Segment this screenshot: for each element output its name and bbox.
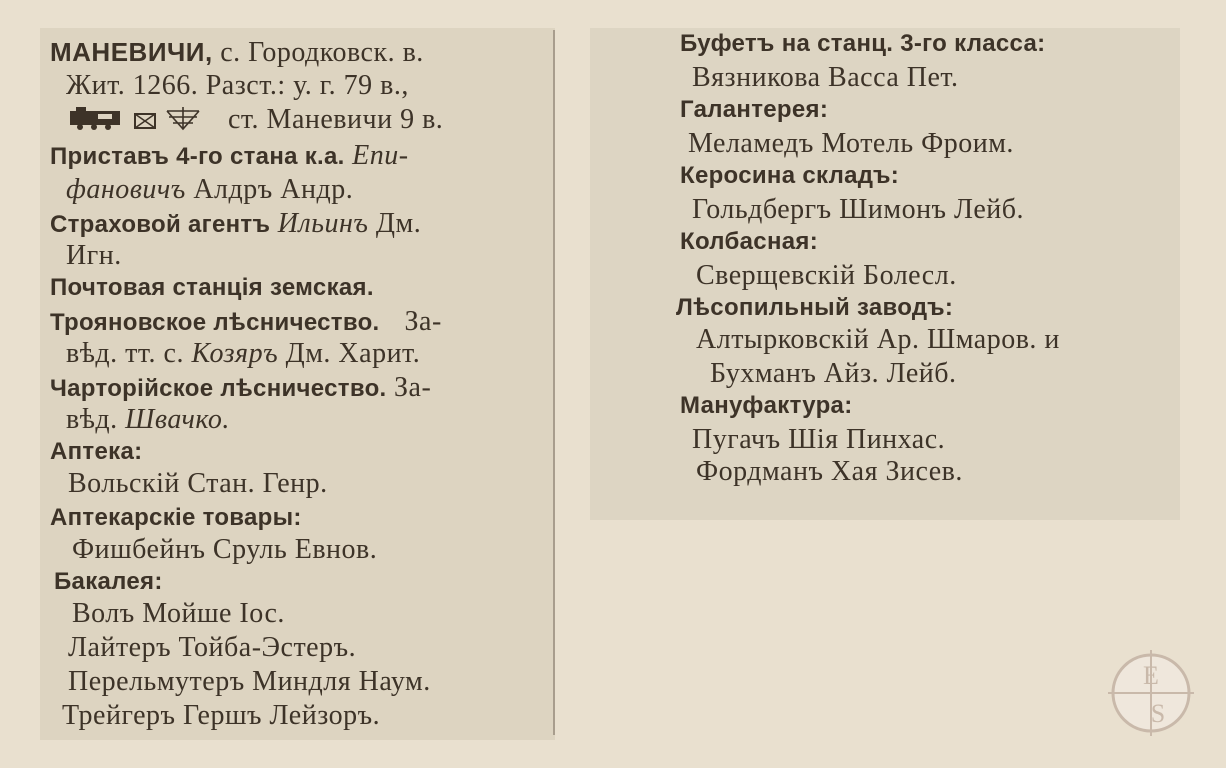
agent-line [50,208,421,240]
list-item: Алтырковскій Ар. Шмаров. и [696,324,1060,355]
chart-name: Швачко. [125,404,230,435]
chart-line [50,372,431,404]
troyan-name-rest: Дм. Харит. [285,338,421,369]
column-divider [553,30,555,735]
troyan-line-2 [66,338,420,370]
troyan-label: Трояновское лѣсничество. [50,309,380,336]
list-item: Сверщевскій Болесл. [696,260,957,291]
entry-title: МАНЕВИЧИ, [50,37,213,67]
chart-line-2 [66,404,230,436]
section-label: Лѣсопильный заводъ: [676,294,954,321]
telegraph-icon [163,105,203,139]
chart-tail: За- [394,372,432,403]
chart-label: Чарторійское лѣсничество. [50,375,387,402]
section-label: Галантерея: [680,96,829,123]
list-item: Перельмутеръ Миндля Наум. [68,666,431,697]
list-item: Фордманъ Хая Зисев. [696,456,963,487]
troyan-name: Козяръ [191,338,279,369]
section-label: Мануфактура: [680,392,853,419]
list-item: Бухманъ Айз. Лейб. [710,358,957,389]
list-item: Вольскій Стан. Генр. [68,468,328,499]
entry-title-rest: с. Городковск. в. [220,37,424,68]
troyan-line [50,306,442,338]
pristav-line-2 [66,174,353,206]
list-item: Пугачъ Шія Пинхас. [692,424,946,455]
section-label: Керосина складъ: [680,162,900,189]
apt-goods-label: Аптекарскіе товары: [50,504,302,531]
list-item: Волъ Мойше Іос. [72,598,285,629]
station-text: ст. Маневичи 9 в. [228,104,444,135]
troyan-tail: За- [404,306,442,337]
list-item: Лайтеръ Тойба-Эстеръ. [68,632,357,663]
section-label: Колбасная: [680,228,818,255]
bakaleya-label: Бакалея: [54,568,163,595]
logo-letter-bottom: S [1150,699,1166,728]
agent-label: Страховой агентъ [50,211,271,238]
pristav-name: Епи- [352,140,409,171]
logo-letter-top: E [1143,661,1159,690]
post-station: Почтовая станція земская. [50,274,374,301]
apteka-label: Аптека: [50,438,143,465]
post-envelope-icon [134,106,156,138]
agent-line-2: Игн. [66,240,122,271]
station-line [68,104,443,136]
es-logo [1108,650,1194,736]
railway-icon [68,105,126,139]
list-item: Фишбейнъ Сруль Евнов. [72,534,378,565]
list-item: Трейгеръ Гершъ Лейзоръ. [62,700,381,731]
population-line: Жит. 1266. Разст.: у. г. 79 в., [66,70,409,101]
pristav-line [50,140,409,172]
chart-cont: вѣд. [66,404,118,435]
agent-name-rest: Дм. [375,208,422,239]
list-item: Вязникова Васса Пет. [692,62,959,93]
agent-name: Ильинъ [277,208,369,239]
pristav-name-rest: Алдръ Андр. [193,174,354,205]
pristav-label: Приставъ 4-го стана к.а. [50,143,345,170]
pristav-name-cont: фановичъ [66,174,186,205]
list-item: Гольдбергъ Шимонъ Лейб. [692,194,1024,225]
troyan-cont: вѣд. тт. с. [66,338,184,369]
list-item: Меламедъ Мотель Фроим. [688,128,1014,159]
entry-title-line [50,36,424,68]
section-label: Буфетъ на станц. 3-го класса: [680,30,1046,57]
